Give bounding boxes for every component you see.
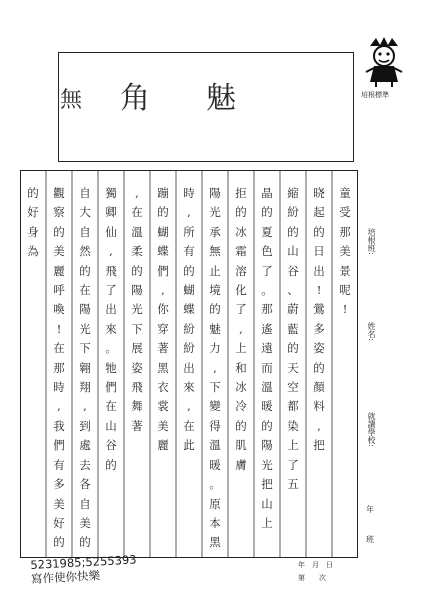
essay-char: 在 <box>183 418 195 433</box>
essay-char: 好 <box>27 205 39 220</box>
essay-char: 蝴 <box>157 224 169 239</box>
essay-char: 得 <box>209 418 221 433</box>
essay-char: ! <box>316 283 322 298</box>
essay-char: 縮 <box>287 186 299 200</box>
essay-columns <box>20 170 358 558</box>
essay-char: 來 <box>105 321 117 336</box>
essay-char: 日 <box>313 244 325 259</box>
essay-char: , <box>187 399 191 414</box>
essay-char: 的 <box>79 535 91 550</box>
essay-char: 的 <box>261 205 273 220</box>
essay-char: 的 <box>105 457 117 472</box>
essay-char: 鶯 <box>313 302 325 317</box>
essay-column-12 <box>47 184 71 553</box>
cultivate-class-label: 培根班: <box>367 228 376 255</box>
essay-column-1 <box>333 184 357 320</box>
essay-column-4 <box>255 184 279 533</box>
essay-char: 來 <box>183 380 195 395</box>
essay-char: 衣 <box>157 380 169 395</box>
essay-char: 冰 <box>235 380 247 395</box>
essay-char: 下 <box>79 341 91 356</box>
essay-char: 的 <box>131 263 143 278</box>
essay-char: 魅 <box>209 321 221 336</box>
essay-char: 都 <box>287 399 299 414</box>
essay-char: 麗 <box>157 438 169 453</box>
essay-char: 飛 <box>131 380 143 395</box>
essay-char: 把 <box>261 477 273 492</box>
essay-char: 拒 <box>235 186 247 200</box>
essay-char: 蹦 <box>157 186 169 200</box>
essay-char: 著 <box>157 341 169 356</box>
essay-column-5 <box>229 184 253 475</box>
essay-char: 變 <box>209 399 221 414</box>
essay-char: 你 <box>157 302 169 317</box>
essay-column-13 <box>21 184 45 262</box>
essay-char: 的 <box>157 205 169 220</box>
essay-char: , <box>83 399 87 414</box>
essay-char: 大 <box>79 205 91 220</box>
essay-char: 承 <box>209 224 221 239</box>
brand-label: 培根標準 <box>361 91 389 99</box>
essay-char: 天 <box>287 360 299 375</box>
essay-char: 出 <box>105 302 117 317</box>
essay-char: 了 <box>235 302 247 317</box>
essay-char: 有 <box>183 244 195 259</box>
essay-char: 山 <box>287 244 299 259</box>
essay-char: 的 <box>235 205 247 220</box>
essay-char: 遠 <box>261 341 273 356</box>
essay-title <box>120 82 292 116</box>
essay-char: 起 <box>313 205 325 220</box>
essay-char: , <box>135 186 139 200</box>
essay-char: 所 <box>183 224 195 239</box>
essay-char: 紛 <box>183 321 195 336</box>
essay-char: 麗 <box>53 263 65 278</box>
essay-char: 童 <box>339 186 351 200</box>
essay-char: 那 <box>339 224 351 239</box>
essay-char: 的 <box>235 418 247 433</box>
essay-char: , <box>317 418 321 433</box>
essay-char: 多 <box>53 477 65 492</box>
essay-char: 時 <box>183 186 195 200</box>
essay-char: 下 <box>131 321 143 336</box>
essay-char: 暖 <box>261 399 273 414</box>
essay-char: 谷 <box>105 438 117 453</box>
grade-label: 年 <box>366 505 374 514</box>
essay-char: 到 <box>79 418 91 433</box>
essay-char: , <box>161 283 165 298</box>
essay-char: 裳 <box>157 399 169 414</box>
essay-column-2 <box>307 184 331 456</box>
essay-char: 的 <box>183 263 195 278</box>
essay-char: 們 <box>53 438 65 453</box>
essay-char: 在 <box>131 205 143 220</box>
stamp-slogan: 寫作使你快樂 <box>30 568 101 586</box>
essay-char: 呼 <box>53 283 65 298</box>
essay-char: 紛 <box>183 341 195 356</box>
essay-char: 而 <box>261 360 273 375</box>
essay-char: 呢 <box>339 283 351 298</box>
essay-char: 在 <box>53 341 65 356</box>
essay-char: 陽 <box>79 302 91 317</box>
essay-char: 的 <box>313 224 325 239</box>
essay-char: 暖 <box>209 457 221 472</box>
essay-char: 自 <box>79 224 91 239</box>
essay-char: 紛 <box>287 205 299 220</box>
essay-char: 為 <box>27 244 39 259</box>
class-label: 班 <box>366 535 374 544</box>
essay-char: 黑 <box>209 535 221 550</box>
essay-char: 光 <box>131 302 143 317</box>
essay-char: , <box>109 244 113 259</box>
essay-char: 山 <box>105 418 117 433</box>
essay-char: 上 <box>287 438 299 453</box>
essay-char: 晶 <box>261 186 273 200</box>
essay-char: 。 <box>105 341 117 356</box>
essay-char: 冷 <box>235 399 247 414</box>
essay-char: 好 <box>53 515 65 530</box>
essay-char: 霜 <box>235 244 247 259</box>
essay-char: 的 <box>53 535 65 550</box>
order-label: 第 次 <box>298 574 326 582</box>
title-char-2: 魅 <box>206 81 292 116</box>
essay-char: 、 <box>287 283 299 298</box>
essay-column-6 <box>203 184 227 553</box>
contact-stamp <box>30 552 138 586</box>
essay-char: 身 <box>27 224 39 239</box>
essay-char: 穿 <box>157 321 169 336</box>
essay-char: 谷 <box>287 263 299 278</box>
essay-char: 膚 <box>235 457 247 472</box>
essay-char: 止 <box>209 263 221 278</box>
essay-char: 景 <box>339 263 351 278</box>
stamp-phone: 5231985;5255393 <box>30 552 137 572</box>
essay-char: 陽 <box>209 186 221 200</box>
essay-char: 牠 <box>105 360 117 375</box>
essay-char: 染 <box>287 418 299 433</box>
essay-char: 蔚 <box>287 302 299 317</box>
essay-char: 蝴 <box>183 283 195 298</box>
essay-char: 上 <box>235 341 247 356</box>
essay-char: 姿 <box>131 360 143 375</box>
essay-char: 冰 <box>235 224 247 239</box>
essay-char: 那 <box>261 302 273 317</box>
essay-char: 的 <box>261 418 273 433</box>
essay-char: 然 <box>79 244 91 259</box>
essay-column-8 <box>151 184 175 456</box>
essay-char: 我 <box>53 418 65 433</box>
essay-char: 蝶 <box>183 302 195 317</box>
essay-char: 晓 <box>313 186 325 200</box>
essay-char: 光 <box>209 205 221 220</box>
essay-column-7 <box>177 184 201 456</box>
essay-char: 察 <box>53 205 65 220</box>
essay-char: 在 <box>105 399 117 414</box>
essay-char: 喚 <box>53 302 65 317</box>
essay-char: 光 <box>79 321 91 336</box>
essay-char: , <box>187 205 191 220</box>
essay-char: 溶 <box>235 263 247 278</box>
essay-char: 舞 <box>131 399 143 414</box>
essay-char: 山 <box>261 496 273 511</box>
essay-char: 飛 <box>105 263 117 278</box>
essay-char: 藍 <box>287 321 299 336</box>
essay-char: 遙 <box>261 321 273 336</box>
essay-char: 美 <box>53 496 65 511</box>
essay-char: 原 <box>209 496 221 511</box>
essay-char: 的 <box>287 341 299 356</box>
essay-char: 的 <box>79 263 91 278</box>
essay-char: 的 <box>53 224 65 239</box>
essay-char: 溫 <box>261 380 273 395</box>
essay-char: 卿 <box>105 205 117 220</box>
essay-char: 色 <box>261 244 273 259</box>
essay-char: 上 <box>261 515 273 530</box>
essay-char: 顏 <box>313 380 325 395</box>
title-margin-note: 無 <box>60 88 83 113</box>
essay-char: 美 <box>79 515 91 530</box>
essay-char: 仙 <box>105 224 117 239</box>
essay-char: 獨 <box>105 186 117 200</box>
essay-char: 本 <box>209 515 221 530</box>
essay-char: 力 <box>209 341 221 356</box>
essay-char: 了 <box>105 283 117 298</box>
essay-char: 下 <box>209 380 221 395</box>
essay-char: 。 <box>209 477 221 492</box>
essay-char: 時 <box>53 380 65 395</box>
name-label: 姓名: <box>367 322 376 341</box>
essay-char: , <box>57 399 61 414</box>
essay-char: 空 <box>287 380 299 395</box>
essay-char: 著 <box>131 418 143 433</box>
essay-char: 出 <box>183 360 195 375</box>
essay-char: 出 <box>313 263 325 278</box>
essay-char: , <box>213 360 217 375</box>
essay-char: 處 <box>79 438 91 453</box>
essay-char: 柔 <box>131 244 143 259</box>
essay-char: 的 <box>313 360 325 375</box>
essay-char: 肌 <box>235 438 247 453</box>
essay-char: 境 <box>209 283 221 298</box>
essay-char: 美 <box>339 244 351 259</box>
essay-char: 的 <box>27 186 39 200</box>
essay-char: 的 <box>209 302 221 317</box>
essay-char: 了 <box>261 263 273 278</box>
essay-char: 們 <box>157 263 169 278</box>
essay-column-11 <box>73 184 97 553</box>
essay-char: 陽 <box>261 438 273 453</box>
essay-char: 自 <box>79 186 91 200</box>
essay-char: 無 <box>209 244 221 259</box>
essay-char: 五 <box>287 477 299 492</box>
essay-char: 此 <box>183 438 195 453</box>
essay-char: 多 <box>313 321 325 336</box>
essay-char: 陽 <box>131 283 143 298</box>
essay-char: 和 <box>235 360 247 375</box>
essay-char: 去 <box>79 457 91 472</box>
essay-char: , <box>239 321 243 336</box>
essay-char: 溫 <box>209 438 221 453</box>
essay-char: 美 <box>53 244 65 259</box>
school-label: 就讀學校: <box>367 412 376 447</box>
essay-char: 受 <box>339 205 351 220</box>
essay-char: 那 <box>53 360 65 375</box>
date-row <box>298 560 333 583</box>
essay-char: 各 <box>79 477 91 492</box>
essay-char: 把 <box>313 438 325 453</box>
essay-char: 的 <box>287 224 299 239</box>
essay-char: ! <box>342 302 348 317</box>
essay-char: 們 <box>105 380 117 395</box>
essay-char: 展 <box>131 341 143 356</box>
essay-char: 在 <box>79 283 91 298</box>
essay-char: 。 <box>261 283 273 298</box>
essay-char: 黑 <box>157 360 169 375</box>
essay-char: 自 <box>79 496 91 511</box>
essay-column-3 <box>281 184 305 495</box>
essay-char: 了 <box>287 457 299 472</box>
essay-char: 溫 <box>131 224 143 239</box>
essay-char: 料 <box>313 399 325 414</box>
essay-char: 化 <box>235 283 247 298</box>
essay-char: 翱 <box>79 360 91 375</box>
essay-char: 光 <box>261 457 273 472</box>
essay-char: 美 <box>157 418 169 433</box>
essay-column-9 <box>125 184 149 436</box>
mascot-logo-icon <box>362 36 406 88</box>
essay-char: 姿 <box>313 341 325 356</box>
essay-char: 有 <box>53 457 65 472</box>
title-char-1: 角 <box>120 81 206 116</box>
essay-char: 蝶 <box>157 244 169 259</box>
essay-char: 觀 <box>53 186 65 200</box>
date-label: 年 月 日 <box>298 561 333 569</box>
essay-char: 翔 <box>79 380 91 395</box>
essay-char: 夏 <box>261 224 273 239</box>
essay-char: ! <box>56 321 62 336</box>
essay-column-10 <box>99 184 123 475</box>
